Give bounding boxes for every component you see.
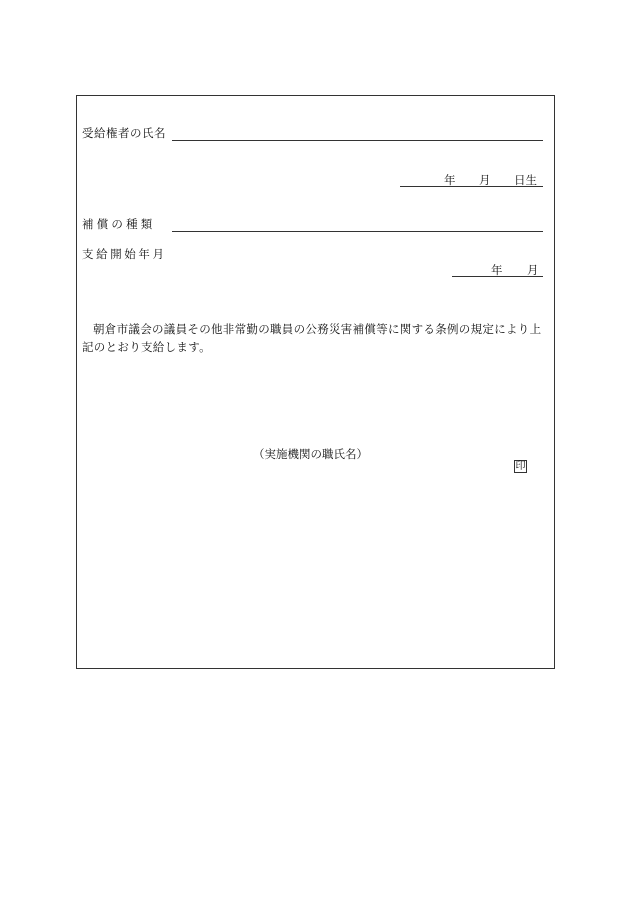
- recipient-name-field-line[interactable]: [172, 140, 543, 141]
- seal-mark: 印: [515, 461, 526, 472]
- payment-start-year-label: 年: [491, 263, 503, 277]
- birth-date-field-line[interactable]: [400, 186, 543, 187]
- implementing-agency-label: （実施機関の職氏名）: [253, 447, 368, 461]
- payment-start-label: 支給開始年月: [82, 247, 167, 261]
- compensation-payment-form: [76, 95, 555, 669]
- payment-statement-text: 朝倉市議会の議員その他非常勤の職員の公務災害補償等に関する条例の規定により上記のとおり支給します。: [82, 322, 542, 354]
- compensation-type-label: 補償の種類: [82, 217, 156, 231]
- compensation-type-field-line[interactable]: [172, 231, 543, 232]
- birth-day-label: 日生: [514, 173, 537, 187]
- recipient-name-label: 受給権者の氏名: [82, 126, 166, 140]
- payment-start-month-label: 月: [527, 263, 539, 277]
- payment-start-field-line[interactable]: [452, 276, 543, 277]
- birth-month-label: 月: [479, 173, 491, 187]
- birth-year-label: 年: [444, 173, 456, 187]
